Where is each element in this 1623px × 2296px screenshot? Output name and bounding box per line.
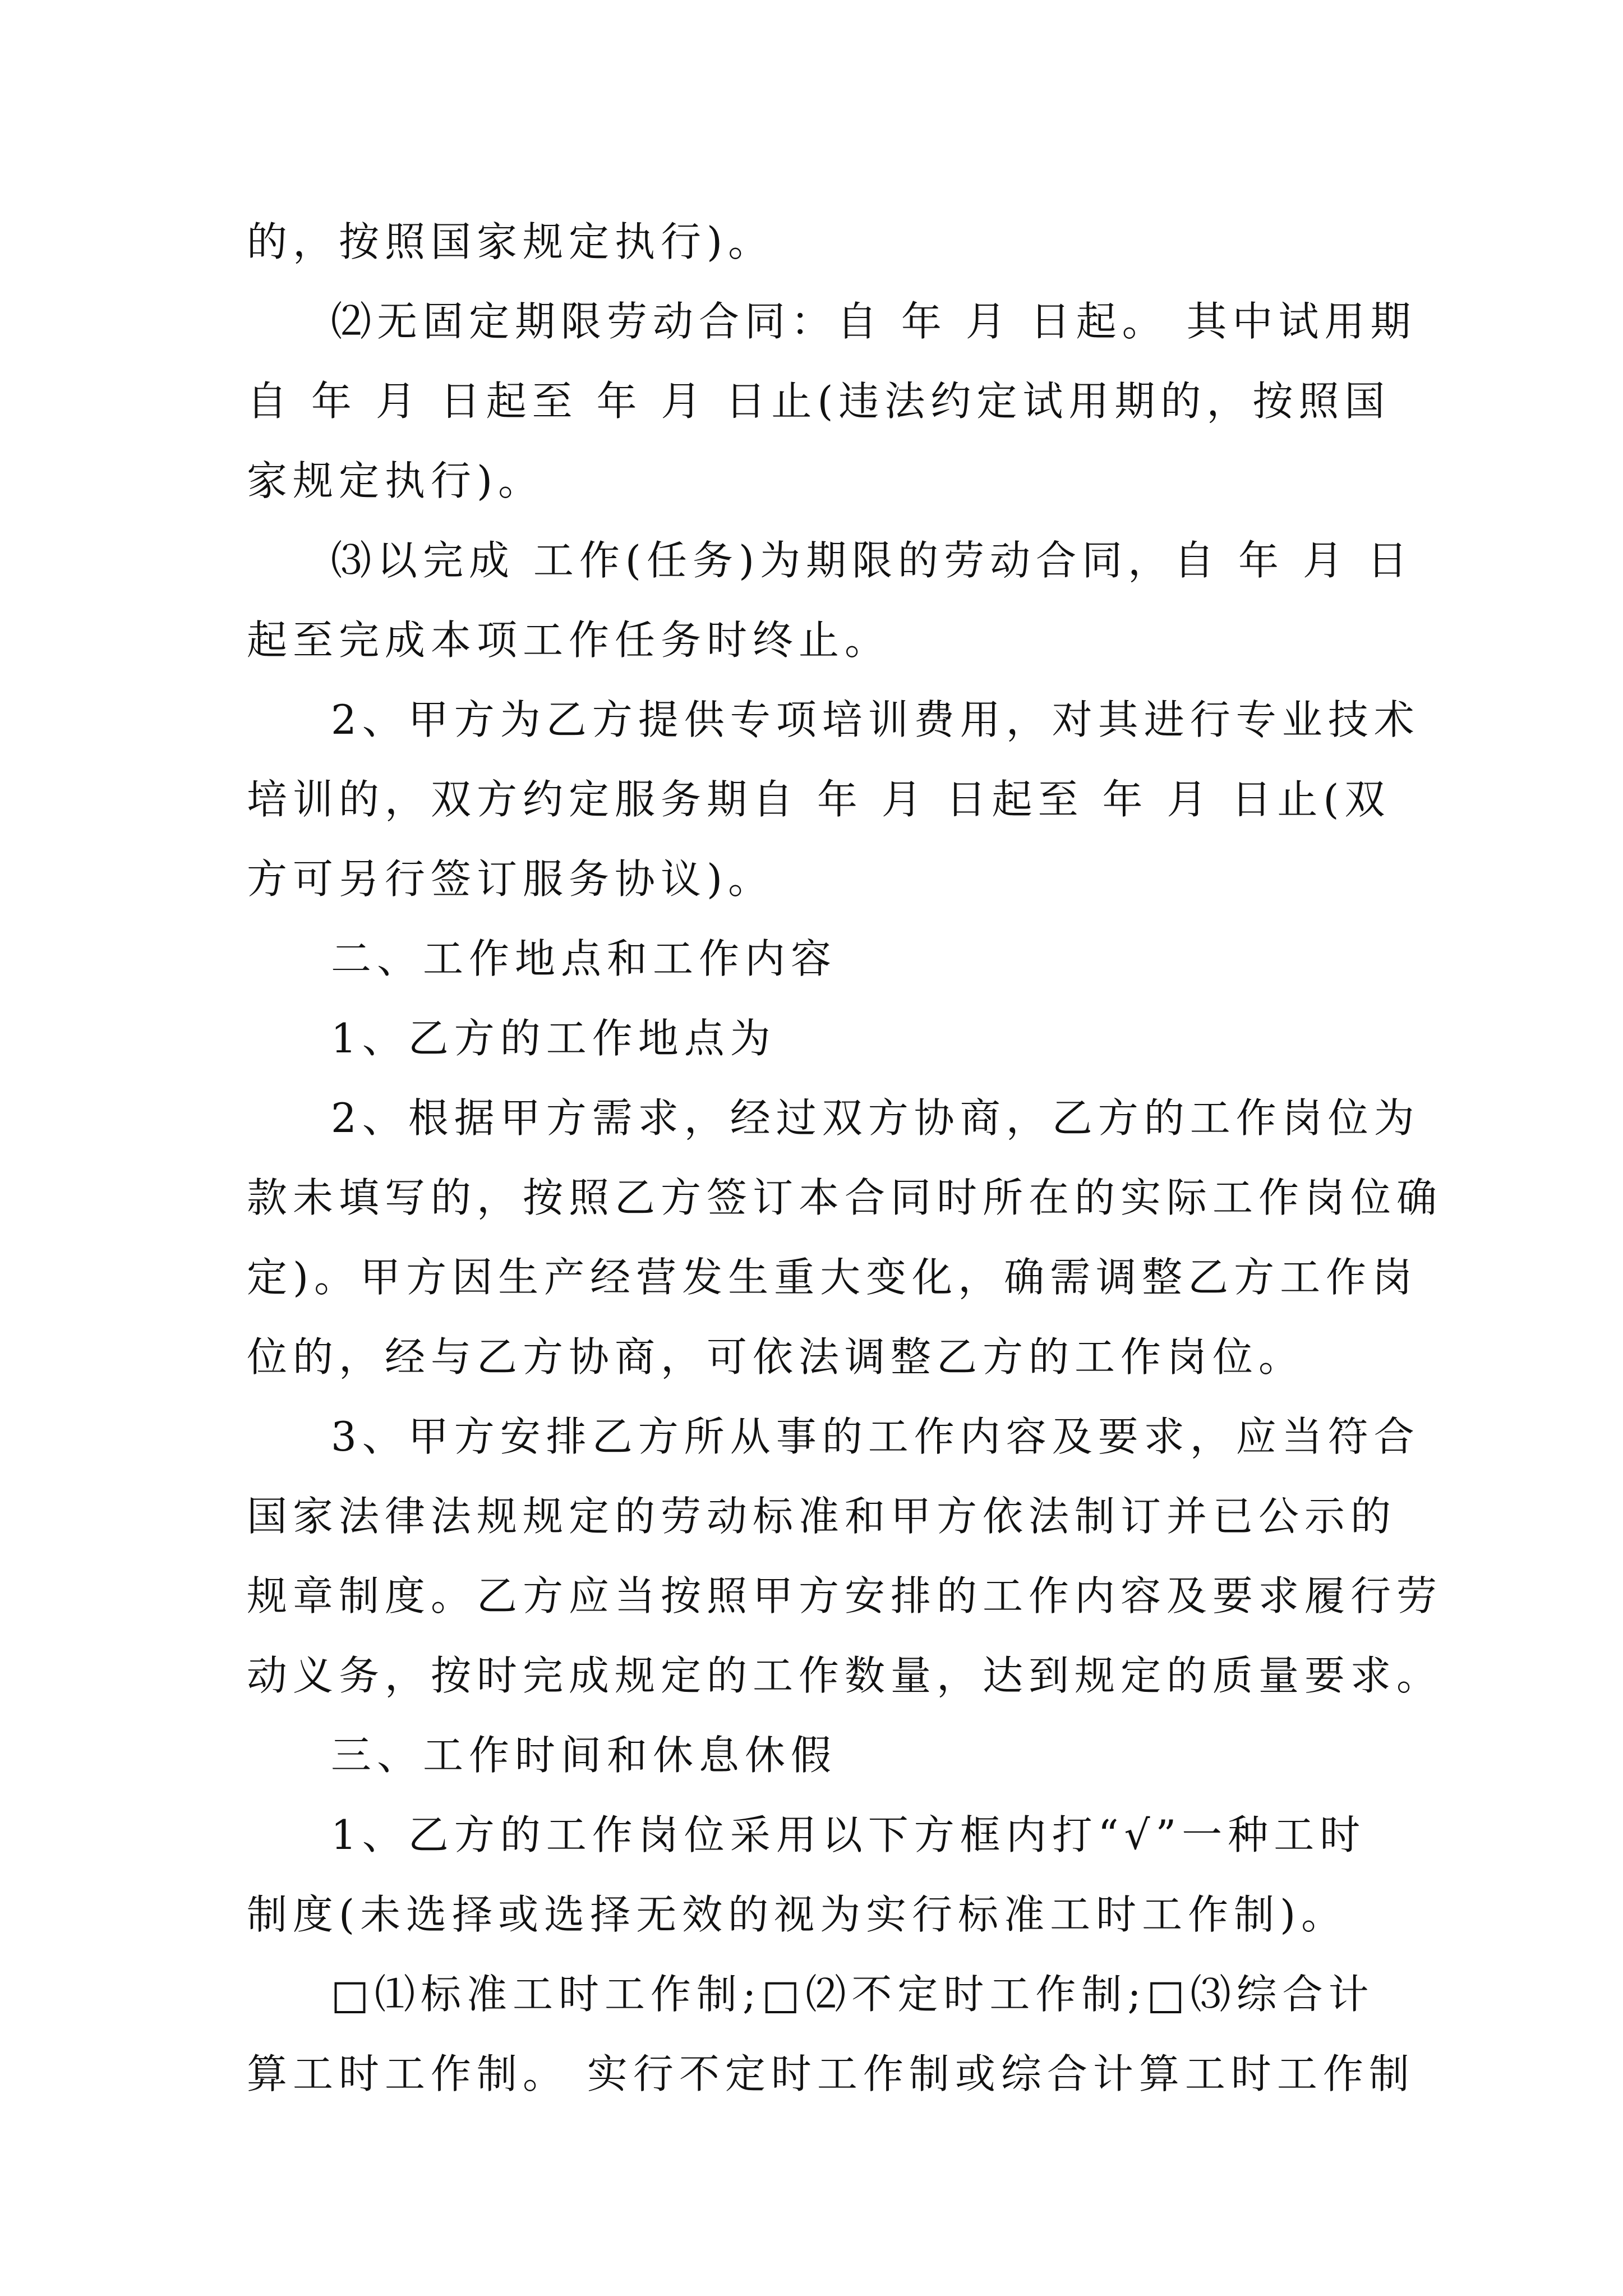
- section-heading: [247, 1715, 1391, 1795]
- text-line: ⑶以完成 工作(任务)为期限的劳动合同，自 年 月 日: [331, 537, 1413, 584]
- paragraph: [247, 202, 1391, 282]
- paragraph: [247, 999, 1391, 1078]
- text-line: □⑴标准工时工作制;□⑵不定时工作制;□⑶综合计: [331, 1971, 1375, 2018]
- text-line: 1、乙方的工作地点为: [331, 1015, 776, 1062]
- document-body: [247, 202, 1443, 2114]
- text-line: 自 年 月 日起至 年 月 日止(违法约定试用期的，按照国: [247, 378, 1391, 425]
- text-line: 方可另行签订服务协议)。: [247, 855, 774, 903]
- paragraph: [247, 1954, 1415, 2114]
- paragraph: [247, 521, 1413, 680]
- text-line: 2、根据甲方需求，经过双方协商，乙方的工作岗位为: [331, 1094, 1420, 1142]
- text-line: 二、工作地点和工作内容: [331, 935, 837, 982]
- text-line: 算工时工作制。 实行不定时工作制或综合计算工时工作制: [247, 2050, 1415, 2097]
- text-line: 定)。甲方因生产经营发生重大变化，确需调整乙方工作岗: [247, 1254, 1418, 1301]
- text-line: 1、乙方的工作岗位采用以下方框内打“√”一种工时: [331, 1811, 1366, 1858]
- paragraph: [247, 680, 1420, 919]
- text-line: 三、工作时间和休息休假: [331, 1732, 837, 1779]
- text-line: 的，按照国家规定执行)。: [247, 218, 774, 265]
- paragraph: [247, 1795, 1391, 1954]
- text-line: 国家法律法规规定的劳动标准和甲方依法制订并已公示的: [247, 1493, 1397, 1540]
- text-line: 规章制度。乙方应当按照甲方安排的工作内容及要求履行劳: [247, 1572, 1443, 1619]
- text-line: 动义务，按时完成规定的工作数量，达到规定的质量要求。: [247, 1652, 1443, 1699]
- text-line: 位的，经与乙方协商，可依法调整乙方的工作岗位。: [247, 1333, 1305, 1381]
- text-line: 款未填写的，按照乙方签订本合同时所在的实际工作岗位确: [247, 1174, 1443, 1221]
- text-line: 3、甲方安排乙方所从事的工作内容及要求，应当符合: [331, 1413, 1420, 1460]
- paragraph: [247, 1078, 1443, 1397]
- text-line: 制度(未选择或选择无效的视为实行标准工时工作制)。: [247, 1891, 1348, 1938]
- text-line: 培训的，双方约定服务期自 年 月 日起至 年 月 日止(双: [247, 776, 1391, 823]
- text-line: ⑵无固定期限劳动合同：自 年 月 日起。 其中试用期: [331, 298, 1417, 345]
- section-heading: [247, 919, 1391, 999]
- text-line: 2、甲方为乙方提供专项培训费用，对其进行专业技术: [331, 696, 1420, 743]
- text-line: 家规定执行)。: [247, 457, 545, 504]
- text-line: 起至完成本项工作任务时终止。: [247, 616, 891, 664]
- paragraph: [247, 1397, 1443, 1715]
- paragraph: [247, 282, 1417, 521]
